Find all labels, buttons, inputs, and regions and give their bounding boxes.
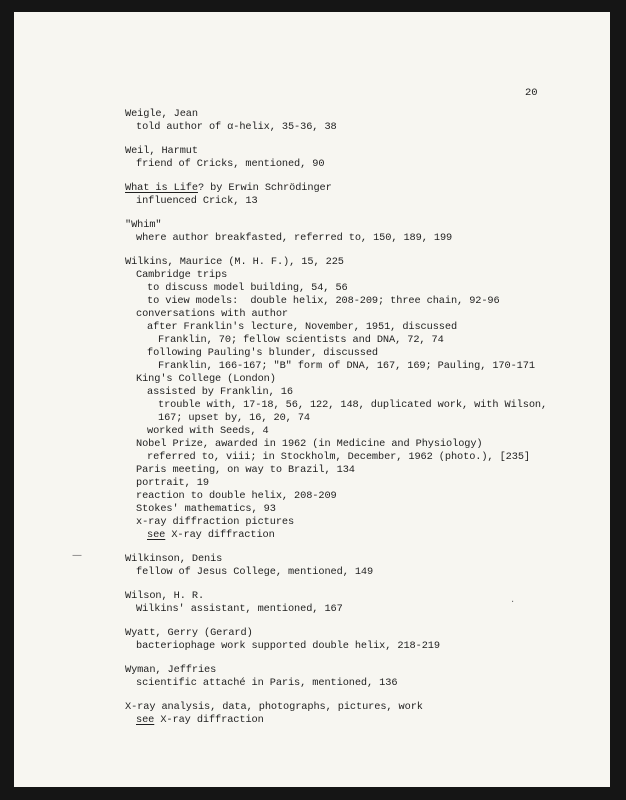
entry-subline: to view models: double helix, 208-209; three chain, 92-96: [147, 295, 500, 307]
cross-reference-target: X-ray diffraction: [171, 529, 275, 541]
entry-subline: Wilkins' assistant, mentioned, 167: [136, 603, 343, 615]
entry-heading: Weil, Harmut: [125, 145, 198, 157]
see-reference: see: [136, 714, 155, 726]
entry-subline: Paris meeting, on way to Brazil, 134: [136, 464, 355, 476]
entry-heading: "Whim": [125, 219, 162, 231]
entry-heading-rest: ? by Erwin Schrödinger: [197, 182, 332, 194]
entry-subline: told author of α-helix, 35-36, 38: [136, 121, 337, 133]
entry-subline: scientific attaché in Paris, mentioned, 136: [136, 677, 398, 689]
entry-subline: King's College (London): [136, 373, 276, 385]
entry-subline: Franklin, 166-167; "B" form of DNA, 167, 169; Pauling, 170-171: [158, 360, 535, 372]
index-entry-weigle: [125, 108, 595, 134]
index-entry-weil: [125, 145, 595, 171]
entry-subline: portrait, 19: [136, 477, 209, 489]
entry-subline: fellow of Jesus College, mentioned, 149: [136, 566, 374, 578]
entry-subline: bacteriophage work supported double helix, 218-219: [136, 640, 440, 652]
entry-subline: Stokes' mathematics, 93: [136, 503, 276, 515]
entry-heading: [125, 182, 595, 195]
page-number: 20: [525, 87, 538, 99]
index-entry-wilkins: [125, 256, 595, 542]
index-entry-xray: [125, 701, 595, 727]
entry-subline: to discuss model building, 54, 56: [147, 282, 348, 294]
entry-heading: Wilson, H. R.: [125, 590, 205, 602]
entry-subline-see: [125, 529, 595, 542]
index-entry-wilkinson: [125, 553, 595, 579]
index-entry-wilson: [125, 590, 595, 616]
entry-subline: following Pauling's blunder, discussed: [147, 347, 379, 359]
margin-mark: —: [72, 550, 82, 561]
see-reference: see: [147, 529, 166, 541]
index-entry-wyatt: [125, 627, 595, 653]
entry-heading: Wilkins, Maurice (M. H. F.), 15, 225: [125, 256, 344, 268]
entry-subline: friend of Cricks, mentioned, 90: [136, 158, 325, 170]
entry-subline: assisted by Franklin, 16: [147, 386, 293, 398]
entry-heading: Wyman, Jeffries: [125, 664, 217, 676]
entry-heading: Weigle, Jean: [125, 108, 198, 120]
entry-heading: Wyatt, Gerry (Gerard): [125, 627, 253, 639]
entry-subline: conversations with author: [136, 308, 288, 320]
book-title: What is Life: [125, 182, 198, 194]
document-page: [14, 12, 610, 787]
entry-subline: after Franklin's lecture, November, 1951, discussed: [147, 321, 458, 333]
entry-subline: Franklin, 70; fellow scientists and DNA, 72, 74: [158, 334, 444, 346]
entry-heading: X-ray analysis, data, photographs, pictures, work: [125, 701, 423, 713]
index-content: [125, 108, 595, 738]
entry-subline-see: [125, 714, 595, 727]
entry-subline: reaction to double helix, 208-209: [136, 490, 337, 502]
entry-subline: Nobel Prize, awarded in 1962 (in Medicine and Physiology): [136, 438, 483, 450]
entry-subline: 167; upset by, 16, 20, 74: [158, 412, 310, 424]
entry-subline: worked with Seeds, 4: [147, 425, 269, 437]
entry-subline: Cambridge trips: [136, 269, 228, 281]
index-entry-whim: [125, 219, 595, 245]
index-entry-what-is-life: [125, 182, 595, 208]
margin-mark: ·: [511, 597, 515, 608]
cross-reference-target: X-ray diffraction: [160, 714, 264, 726]
entry-subline: influenced Crick, 13: [136, 195, 258, 207]
entry-subline: trouble with, 17-18, 56, 122, 148, duplicated work, with Wilson,: [158, 399, 548, 411]
entry-heading: Wilkinson, Denis: [125, 553, 223, 565]
entry-subline: x-ray diffraction pictures: [136, 516, 295, 528]
entry-subline: where author breakfasted, referred to, 150, 189, 199: [136, 232, 453, 244]
index-entry-wyman: [125, 664, 595, 690]
entry-subline: referred to, viii; in Stockholm, December, 1962 (photo.), [235]: [147, 451, 530, 463]
